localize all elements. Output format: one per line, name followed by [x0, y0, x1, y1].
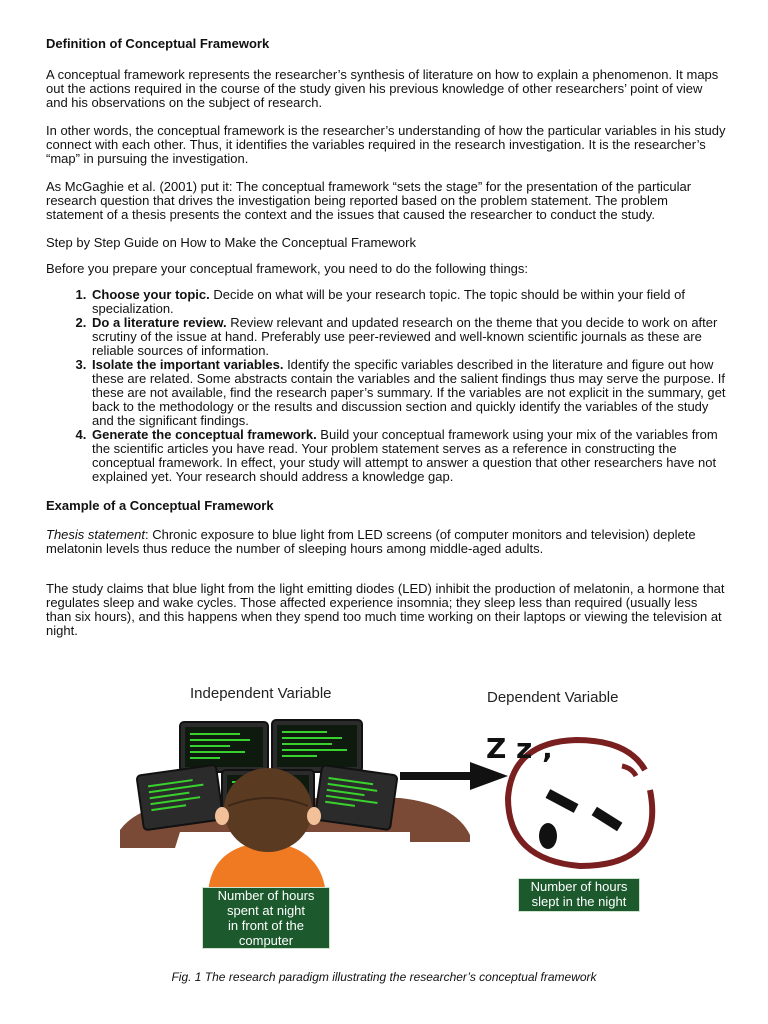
independent-box-line: spent at night [226, 903, 306, 918]
dependent-variable-box [518, 878, 640, 912]
figure-illustration [0, 670, 768, 970]
sleep-zzz-text: Z z , [486, 732, 553, 765]
independent-variable-box [202, 887, 330, 949]
step-title: Isolate the important variables. [92, 357, 284, 372]
step-title: Do a literature review. [92, 315, 227, 330]
list-item [90, 358, 726, 428]
document-page [46, 36, 726, 638]
paragraph-before-you-prepare: Before you prepare your conceptual framework, you need to do the following things: [46, 261, 529, 276]
paragraph-definition: A conceptual framework represents the researcher’s synthesis of literature on how to explain a phenomenon. It maps out the actions required in the course of the study given his previous knowledge of other researchers’ point of view and his observations on the subject of research. [46, 67, 719, 110]
monitor-bottom-right [315, 765, 398, 830]
independent-box-line: Number of hours [217, 888, 315, 903]
thesis-label: Thesis statement [46, 527, 145, 542]
monitor-bottom-left [136, 765, 223, 831]
dependent-box-line: Number of hours [530, 879, 628, 894]
steps-list [46, 288, 726, 484]
list-item [90, 288, 726, 316]
section-title-definition: Definition of Conceptual Framework [46, 36, 270, 51]
step-title: Generate the conceptual framework. [92, 427, 317, 442]
paragraph-step-guide-title: Step by Step Guide on How to Make the Conceptual Framework [46, 235, 416, 250]
person-ear [307, 807, 321, 825]
figure-caption [0, 970, 768, 984]
person-head [224, 768, 312, 852]
arrow-right-icon [400, 762, 508, 790]
independent-box-line: in front of the [228, 918, 304, 933]
list-item [90, 316, 726, 358]
dependent-variable-title: Dependent Variable [487, 689, 619, 706]
monitor-top-left [180, 722, 268, 772]
step-text: Build your conceptual framework using your mix of the variables from the scientific articles you have read. Your problem statement serves as a reference in constructing the conceptual framework. In effect, your study will attempt to answer a question that other researchers have not explained yet. Your research should address a knowledge gap. [92, 427, 718, 484]
person-ear [215, 807, 229, 825]
independent-box-line: computer [238, 933, 294, 948]
step-title: Choose your topic. [92, 287, 210, 302]
monitor-top-right [272, 720, 362, 772]
independent-variable-title: Independent Variable [190, 685, 332, 702]
paragraph-mcgaghie: As McGaghie et al. (2001) put it: The conceptual framework “sets the stage” for the presentation of the particular research question that drives the investigation being reported based on the problem statement. The problem statement of a thesis presents the context and the issues that caused the researcher to conduct the study. [46, 179, 692, 222]
paragraph-study-claims: The study claims that blue light from the light emitting diodes (LED) inhibit the production of melatonin, a hormone that regulates sleep and wake cycles. Those affected experience insomnia; they sleep less than required (usually less than six hours), and this happens when they spend too much time working on their laptops or viewing the television at night. [46, 581, 725, 638]
list-item [90, 428, 726, 484]
conceptual-framework-figure [0, 670, 768, 1000]
paragraph-thesis-statement [46, 528, 726, 556]
step-text: Review relevant and updated research on the theme that you decide to work on after scrutiny of the issue at hand. Preferably use peer-reviewed and well-known scientific journals as these are reliable sources of information. [92, 315, 718, 358]
caption-text: research paradigm illustrating the researcher’s conceptual framework [225, 970, 597, 984]
paragraph-in-other-words: In other words, the conceptual framework is the researcher’s understanding of how the particular variables in his study connect with each other. Thus, it identifies the variables required in the research investigation. It is the researcher’s “map” in pursuing the investigation. [46, 123, 726, 166]
dependent-box-line: slept in the night [531, 894, 627, 909]
step-text: Decide on what will be your research topic. The topic should be within your field of specialization. [92, 287, 685, 316]
step-text: Identify the specific variables described in the literature and figure out how these are related. Some abstracts contain the variables and the salient findings thus may serve the purpose. If these are not available, find the research paper’s summary. If the variables are not explicit in the summary, get back to the methodology or the results and discussion section and quickly identify the variables of the study and the significant findings. [92, 357, 726, 428]
caption-prefix: Fig. 1 The [171, 970, 226, 984]
section-title-example: Example of a Conceptual Framework [46, 498, 274, 513]
thesis-text: : Chronic exposure to blue light from LED screens (of computer monitors and television) deplete melatonin levels thus reduce the number of sleeping hours among middle-aged adults. [46, 527, 696, 556]
